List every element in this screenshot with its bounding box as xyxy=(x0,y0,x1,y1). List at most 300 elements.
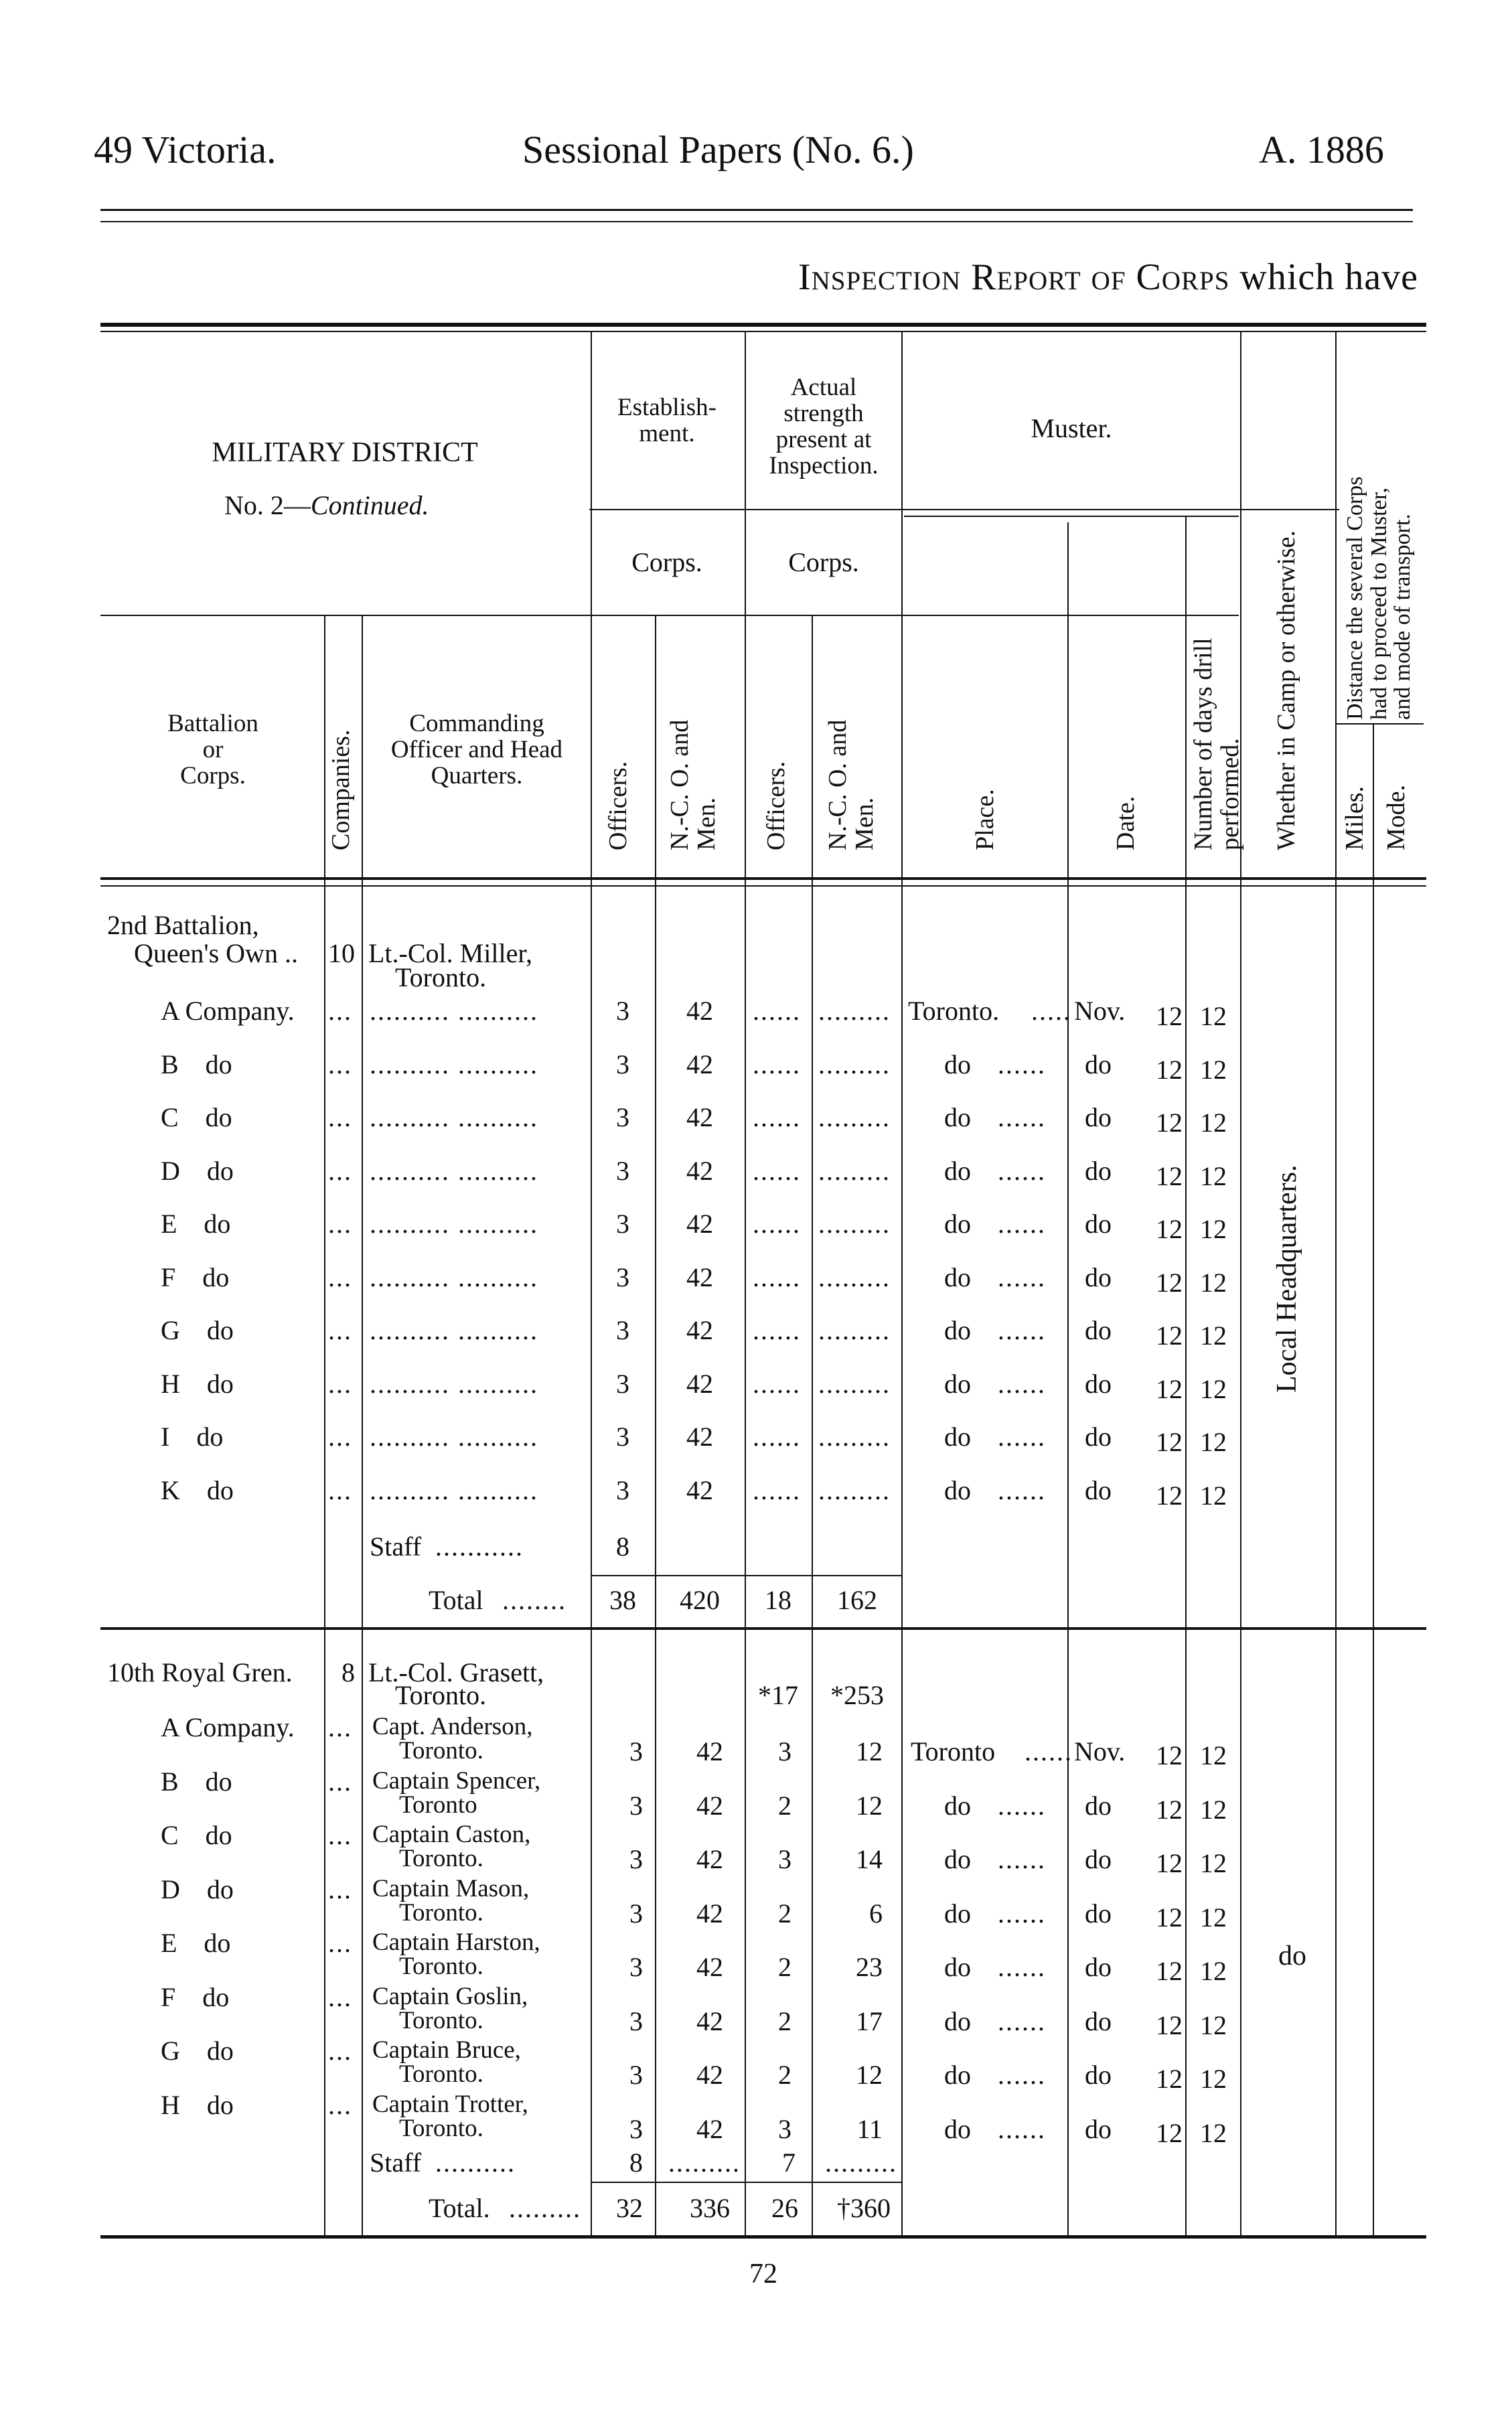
table-cell-officer-name: Captain Trotter, xyxy=(372,2091,528,2118)
col-line-date xyxy=(1067,522,1069,2235)
table-cell-men: 42 xyxy=(686,996,713,1026)
district-title: MILITARY DISTRICT xyxy=(212,437,478,468)
table-row-label: G do xyxy=(161,2036,234,2066)
row-dots: ......... xyxy=(818,1049,891,1079)
table-cell-officer-place: Toronto xyxy=(399,1791,477,1819)
corps-header-1: Corps. xyxy=(631,547,702,577)
header-sub-rule xyxy=(589,509,1339,510)
table-cell-place: do xyxy=(944,1791,971,1821)
table-cell-day: 12 xyxy=(1156,1427,1183,1457)
table-cell-officers: 3 xyxy=(616,1369,629,1399)
table-cell-day: 12 xyxy=(1156,1848,1183,1878)
table-cell-act-men: 14 xyxy=(856,1844,883,1874)
row-dots: .......... .......... xyxy=(370,996,538,1026)
s2-total-act-men: †360 xyxy=(837,2193,891,2223)
table-cell-month: do xyxy=(1085,1262,1112,1292)
table-cell-place: do xyxy=(944,1369,971,1399)
table-cell-act-men: 6 xyxy=(869,1898,883,1929)
s1-total-act-off: 18 xyxy=(765,1585,791,1615)
table-cell-men: 42 xyxy=(686,1422,713,1452)
s2-total-men: 336 xyxy=(690,2193,730,2223)
table-cell-day: 12 xyxy=(1156,2118,1183,2148)
district-no xyxy=(224,492,429,519)
table-cell-act-officers: 2 xyxy=(778,2006,791,2036)
s2-camp: do xyxy=(1278,1941,1306,1971)
camp-header: Whether in Camp or otherwise. xyxy=(1272,530,1300,850)
table-cell-officer-name: Captain Goslin, xyxy=(372,1983,528,2010)
col-line-nco2 xyxy=(812,615,813,2235)
s1-camp: Local Headquarters. xyxy=(1272,1164,1302,1393)
s2-officer-line1: Lt.-Col. Grasett, xyxy=(368,1657,544,1687)
row-dots: .......... .......... xyxy=(370,1049,538,1079)
row-dots: .......... .......... xyxy=(370,1156,538,1186)
table-cell-place: do xyxy=(944,1844,971,1874)
companies-header: Companies. xyxy=(327,729,355,850)
s2-act-men: *253 xyxy=(830,1680,884,1710)
officers1-header: Officers. xyxy=(604,761,632,850)
table-cell-month: do xyxy=(1085,2114,1112,2144)
row-dots: ...... xyxy=(998,2114,1046,2144)
table-cell-place: do xyxy=(944,1422,971,1452)
table-cell-month: do xyxy=(1085,1844,1112,1874)
table-cell-days: 12 xyxy=(1200,1268,1227,1298)
actual-header: Actual strength present at Inspection. xyxy=(769,374,879,479)
header-center: Sessional Papers (No. 6.) xyxy=(522,128,914,171)
table-cell-officer-name: Captain Bruce, xyxy=(372,2036,521,2064)
s2-total-rule xyxy=(591,2182,903,2183)
row-dots: ... xyxy=(328,996,352,1026)
row-dots: ... xyxy=(328,1156,352,1186)
table-cell-day: 12 xyxy=(1156,1481,1183,1511)
table-cell-act-officers: 2 xyxy=(778,1791,791,1821)
table-cell-men: 42 xyxy=(696,1952,723,1982)
row-dots: ... xyxy=(328,1820,352,1850)
table-cell-days: 12 xyxy=(1200,1055,1227,1085)
row-dots: .......... .......... xyxy=(370,1475,538,1505)
row-dots: ... xyxy=(328,1315,352,1345)
table-cell-days: 12 xyxy=(1200,1848,1227,1878)
table-cell-day: 12 xyxy=(1156,1108,1183,1138)
table-cell-men: 42 xyxy=(696,1898,723,1929)
table-cell-officer-name: Capt. Anderson, xyxy=(372,1713,533,1740)
table-cell-men: 42 xyxy=(686,1369,713,1399)
s1-staff-label: Staff xyxy=(370,1531,422,1562)
table-row-label: D do xyxy=(161,1156,234,1186)
table-cell-place: do xyxy=(944,1315,971,1345)
table-cell-officer-place: Toronto. xyxy=(399,1899,483,1927)
mode-header: Mode. xyxy=(1382,784,1410,850)
s2-companies: 8 xyxy=(342,1657,355,1687)
row-dots: .......... .......... xyxy=(370,1369,538,1399)
table-row-label: B do xyxy=(161,1049,232,1079)
date-header: Date. xyxy=(1112,796,1140,850)
table-cell-days: 12 xyxy=(1200,1902,1227,1933)
table-cell-day: 12 xyxy=(1156,1956,1183,1986)
table-cell-officer-place: Toronto. xyxy=(399,2007,483,2034)
table-cell-act-men: 12 xyxy=(856,2060,883,2090)
table-top-rule xyxy=(100,323,1426,327)
table-cell-days: 12 xyxy=(1200,1740,1227,1770)
row-dots: ...... xyxy=(998,2060,1046,2090)
table-cell-officers: 3 xyxy=(629,2114,643,2144)
table-cell-month: do xyxy=(1085,1952,1112,1982)
table-cell-days: 12 xyxy=(1200,1481,1227,1511)
table-cell-place: do xyxy=(944,2006,971,2036)
s2-total-label: Total. xyxy=(429,2193,490,2223)
table-cell-days: 12 xyxy=(1200,1795,1227,1825)
row-dots: ......... xyxy=(818,1369,891,1399)
table-cell-men: 42 xyxy=(686,1475,713,1505)
table-cell-officers: 3 xyxy=(629,1952,643,1982)
table-cell-day: 12 xyxy=(1156,1161,1183,1191)
table-cell-days: 12 xyxy=(1200,2118,1227,2148)
page-number: 72 xyxy=(749,2259,777,2289)
row-dots: ... xyxy=(328,2036,352,2066)
s2-staff-aoff: 7 xyxy=(782,2147,796,2178)
table-cell-days: 12 xyxy=(1200,1427,1227,1457)
table-row-label: C do xyxy=(161,1102,232,1132)
table-cell-day: 12 xyxy=(1156,2064,1183,2094)
table-cell-act-men: 17 xyxy=(856,2006,883,2036)
table-row-label: F do xyxy=(161,1982,230,2012)
table-cell-days: 12 xyxy=(1200,1108,1227,1138)
row-dots: ...... xyxy=(998,1102,1046,1132)
table-cell-men: 42 xyxy=(686,1262,713,1292)
s1-staff-off: 8 xyxy=(616,1531,629,1562)
table-cell-officers: 3 xyxy=(629,1844,643,1874)
table-cell-month: do xyxy=(1085,1209,1112,1239)
table-cell-officer-name: Captain Mason, xyxy=(372,1875,530,1902)
table-row-label: B do xyxy=(161,1766,232,1797)
table-cell-month: do xyxy=(1085,1102,1112,1132)
row-dots: ... xyxy=(328,1209,352,1239)
row-dots: ... xyxy=(328,1874,352,1904)
table-cell-officer-name: Captain Harston, xyxy=(372,1929,540,1956)
row-dots: ...... xyxy=(998,1209,1046,1239)
report-title xyxy=(798,256,1418,299)
table-cell-days: 12 xyxy=(1200,1956,1227,1986)
s1-name-line1: 2nd Battalion, xyxy=(107,910,259,940)
table-top-rule-thin xyxy=(100,331,1426,332)
row-dots: ......... xyxy=(818,996,891,1026)
table-cell-day: 12 xyxy=(1156,1374,1183,1404)
table-cell-day: 12 xyxy=(1156,1740,1183,1770)
row-dots: ...... xyxy=(998,1475,1046,1505)
s2-total-act-off: 26 xyxy=(771,2193,798,2223)
row-dots: ...... xyxy=(753,1156,801,1186)
s1-total-off: 38 xyxy=(609,1585,636,1615)
table-cell-officers: 3 xyxy=(616,996,629,1026)
table-cell-officers: 3 xyxy=(616,1262,629,1292)
s2-staff-off: 8 xyxy=(629,2147,643,2178)
table-cell-place: Toronto. xyxy=(908,996,1000,1026)
district-no-text: No. 2— xyxy=(224,490,311,520)
table-cell-men: 42 xyxy=(696,1736,723,1766)
row-dots: ...... xyxy=(998,1898,1046,1929)
table-cell-act-officers: 2 xyxy=(778,2060,791,2090)
table-cell-officers: 3 xyxy=(616,1049,629,1079)
s2-staff-amen-dots: ......... xyxy=(825,2147,897,2178)
row-dots: ......... xyxy=(818,1209,891,1239)
table-cell-place: do xyxy=(944,1952,971,1982)
table-cell-place: Toronto xyxy=(911,1736,996,1766)
table-cell-officer-place: Toronto. xyxy=(399,2060,483,2088)
s1-companies: 10 xyxy=(328,938,355,968)
table-row-label: H do xyxy=(161,2090,234,2120)
table-cell-act-men: 12 xyxy=(856,1791,883,1821)
row-dots: ...... xyxy=(753,996,801,1026)
row-dots: ......... xyxy=(818,1422,891,1452)
col-line-nco1 xyxy=(655,615,656,2235)
s2-staff-men-dots: ......... xyxy=(668,2147,741,2178)
row-dots: ... xyxy=(328,1422,352,1452)
row-dots: ... xyxy=(328,1982,352,2012)
table-cell-men: 42 xyxy=(686,1102,713,1132)
table-row-label: A Company. xyxy=(161,1712,295,1742)
row-dots: .......... .......... xyxy=(370,1209,538,1239)
table-cell-officer-name: Captain Caston, xyxy=(372,1821,531,1848)
s2-officer-line2: Toronto. xyxy=(395,1680,487,1710)
table-cell-officers: 3 xyxy=(616,1475,629,1505)
table-cell-month: do xyxy=(1085,1475,1112,1505)
col-line-mode xyxy=(1373,723,1374,2235)
row-dots: ... xyxy=(328,1262,352,1292)
officers2-header: Officers. xyxy=(762,761,790,850)
table-cell-act-men: 23 xyxy=(856,1952,883,1982)
table-cell-officers: 3 xyxy=(616,1102,629,1132)
row-dots: ... xyxy=(328,1475,352,1505)
col-line-days xyxy=(1185,516,1187,2235)
s2-staff-label: Staff xyxy=(370,2147,422,2178)
table-cell-month: do xyxy=(1085,1049,1112,1079)
s1-total-act-men: 162 xyxy=(837,1585,877,1615)
table-cell-day: 12 xyxy=(1156,1795,1183,1825)
table-cell-place: do xyxy=(944,1049,971,1079)
s1-total-rule xyxy=(591,1575,903,1576)
row-dots: ... xyxy=(328,1928,352,1958)
header-bottom-rule-thin xyxy=(100,885,1426,887)
table-row-label: H do xyxy=(161,1369,234,1399)
table-cell-officer-place: Toronto. xyxy=(399,2115,483,2142)
table-cell-place: do xyxy=(944,1156,971,1186)
row-dots: ...... xyxy=(1025,1736,1073,1766)
table-cell-days: 12 xyxy=(1200,2010,1227,2040)
distance-sub-rule xyxy=(1337,723,1424,725)
table-row-label: F do xyxy=(161,1262,230,1292)
table-cell-place: do xyxy=(944,1262,971,1292)
col-line-officers1 xyxy=(591,332,592,2235)
table-cell-month: do xyxy=(1085,2060,1112,2090)
row-dots: ...... xyxy=(998,1791,1046,1821)
table-cell-officers: 3 xyxy=(629,1898,643,1929)
row-dots: .......... .......... xyxy=(370,1422,538,1452)
table-cell-month: do xyxy=(1085,1791,1112,1821)
table-cell-men: 42 xyxy=(696,2006,723,2036)
table-cell-men: 42 xyxy=(686,1156,713,1186)
table-cell-place: do xyxy=(944,2060,971,2090)
table-cell-officer-name: Captain Spencer, xyxy=(372,1767,541,1795)
nco2-header: N.-C. O. and Men. xyxy=(824,719,879,850)
table-cell-days: 12 xyxy=(1200,1320,1227,1351)
report-title-sc: Inspection Report of Corps xyxy=(798,256,1230,298)
row-dots: ...... xyxy=(998,1262,1046,1292)
table-cell-month: do xyxy=(1085,2006,1112,2036)
table-cell-month: Nov. xyxy=(1074,996,1126,1026)
table-row-label: I do xyxy=(161,1422,224,1452)
table-row-label: K do xyxy=(161,1475,234,1505)
s2-name: 10th Royal Gren. xyxy=(107,1657,293,1687)
row-dots: ......... xyxy=(818,1102,891,1132)
row-dots: ... xyxy=(328,2090,352,2120)
row-dots: ......... xyxy=(818,1315,891,1345)
table-cell-officers: 3 xyxy=(616,1422,629,1452)
table-cell-day: 12 xyxy=(1156,1320,1183,1351)
table-cell-men: 42 xyxy=(696,2114,723,2144)
table-cell-month: do xyxy=(1085,1315,1112,1345)
header-right: A. 1886 xyxy=(1259,128,1384,171)
col-line-camp xyxy=(1240,332,1241,2235)
row-dots: .......... .......... xyxy=(370,1315,538,1345)
row-dots: ...... xyxy=(753,1475,801,1505)
table-cell-place: do xyxy=(944,2114,971,2144)
s1-total-label: Total xyxy=(429,1585,483,1615)
battalion-header: Battalion or Corps. xyxy=(167,710,258,789)
row-dots: ...... xyxy=(998,1369,1046,1399)
row-dots: ...... xyxy=(753,1102,801,1132)
row-dots: ......... xyxy=(818,1475,891,1505)
s1-name-line2: Queen's Own .. xyxy=(134,938,298,968)
table-cell-officer-place: Toronto. xyxy=(399,1953,483,1980)
table-cell-act-officers: 3 xyxy=(778,1736,791,1766)
table-cell-act-officers: 3 xyxy=(778,1844,791,1874)
table-cell-men: 42 xyxy=(696,2060,723,2090)
row-dots: ......... xyxy=(818,1156,891,1186)
district-continued: Continued. xyxy=(310,490,429,520)
row-dots: ...... xyxy=(753,1209,801,1239)
header-rule-2 xyxy=(100,221,1413,222)
row-dots: ... xyxy=(328,1766,352,1797)
table-cell-act-officers: 2 xyxy=(778,1898,791,1929)
s1-staff-dots: ........... xyxy=(435,1531,524,1562)
row-dots: ... xyxy=(328,1049,352,1079)
table-cell-act-men: 12 xyxy=(856,1736,883,1766)
row-dots: ... xyxy=(328,1712,352,1742)
col-line-commanding xyxy=(362,615,363,2235)
row-dots: .......... .......... xyxy=(370,1102,538,1132)
table-cell-officers: 3 xyxy=(629,1791,643,1821)
row-dots: ...... xyxy=(998,1315,1046,1345)
table-cell-place: do xyxy=(944,1475,971,1505)
establishment-header: Establish- ment. xyxy=(617,394,716,447)
table-cell-month: Nov. xyxy=(1074,1736,1126,1766)
table-cell-days: 12 xyxy=(1200,1161,1227,1191)
table-cell-place: do xyxy=(944,1898,971,1929)
table-cell-officers: 3 xyxy=(616,1315,629,1345)
table-cell-act-officers: 2 xyxy=(778,1952,791,1982)
col-line-companies xyxy=(324,615,325,2235)
table-cell-month: do xyxy=(1085,1422,1112,1452)
miles-header: Miles. xyxy=(1341,785,1369,850)
table-cell-men: 42 xyxy=(686,1049,713,1079)
table-cell-act-men: 11 xyxy=(856,2114,883,2144)
row-dots: ...... xyxy=(998,1156,1046,1186)
table-cell-day: 12 xyxy=(1156,1268,1183,1298)
row-dots: ..... xyxy=(1031,996,1071,1026)
table-row-label: C do xyxy=(161,1820,232,1850)
table-cell-place: do xyxy=(944,1209,971,1239)
row-dots: ... xyxy=(328,1102,352,1132)
table-cell-month: do xyxy=(1085,1369,1112,1399)
row-dots: ...... xyxy=(998,1422,1046,1452)
table-cell-men: 42 xyxy=(696,1791,723,1821)
table-row-label: A Company. xyxy=(161,996,295,1026)
header-left: 49 Victoria. xyxy=(94,128,277,171)
table-cell-days: 12 xyxy=(1200,1214,1227,1244)
table-cell-officers: 3 xyxy=(629,2006,643,2036)
table-cell-day: 12 xyxy=(1156,1055,1183,1085)
table-cell-days: 12 xyxy=(1200,1001,1227,1031)
report-title-rest: which have xyxy=(1239,256,1418,298)
row-dots: ...... xyxy=(753,1262,801,1292)
table-cell-officers: 3 xyxy=(629,2060,643,2090)
commanding-header: Commanding Officer and Head Quarters. xyxy=(390,710,563,789)
table-row-label: G do xyxy=(161,1315,234,1345)
table-cell-day: 12 xyxy=(1156,1902,1183,1933)
table-cell-officers: 3 xyxy=(616,1209,629,1239)
row-dots: ......... xyxy=(818,1262,891,1292)
s2-total-off: 32 xyxy=(616,2193,643,2223)
col-line-place xyxy=(901,332,903,2235)
row-dots: .......... .......... xyxy=(370,1262,538,1292)
table-cell-month: do xyxy=(1085,1898,1112,1929)
table-cell-officer-place: Toronto. xyxy=(399,1845,483,1872)
s1-total-men: 420 xyxy=(680,1585,720,1615)
table-cell-month: do xyxy=(1085,1156,1112,1186)
s2-staff-dots: .......... xyxy=(435,2147,516,2178)
row-dots: ...... xyxy=(998,1952,1046,1982)
table-row-label: D do xyxy=(161,1874,234,1904)
table-cell-men: 42 xyxy=(686,1315,713,1345)
table-cell-day: 12 xyxy=(1156,2010,1183,2040)
s2-act-off: *17 xyxy=(758,1680,798,1710)
section-divider xyxy=(100,1627,1426,1630)
header-rule-1 xyxy=(100,209,1413,211)
col-line-miles xyxy=(1335,332,1337,2235)
s1-total-dots: ........ xyxy=(502,1585,566,1615)
nco1-header: N.-C. O. and Men. xyxy=(666,719,721,850)
header-bottom-rule xyxy=(100,877,1426,880)
distance-header: Distance the several Corps had to proceed to Muster, and mode of transport. xyxy=(1343,476,1416,720)
place-header: Place. xyxy=(971,789,999,850)
row-dots: ...... xyxy=(998,2006,1046,2036)
row-dots: ...... xyxy=(753,1422,801,1452)
col-line-officers2 xyxy=(745,332,746,2235)
table-row-label: E do xyxy=(161,1928,231,1958)
table-cell-days: 12 xyxy=(1200,2064,1227,2094)
table-cell-men: 42 xyxy=(686,1209,713,1239)
table-cell-officers: 3 xyxy=(616,1156,629,1186)
s2-total-dots: ......... xyxy=(509,2193,581,2223)
table-cell-officer-place: Toronto. xyxy=(399,1737,483,1764)
days-header: Number of days drill performed. xyxy=(1189,637,1244,850)
corps-header-2: Corps. xyxy=(788,547,859,577)
row-dots: ... xyxy=(328,1369,352,1399)
table-cell-act-officers: 3 xyxy=(778,2114,791,2144)
table-cell-day: 12 xyxy=(1156,1001,1183,1031)
table-cell-place: do xyxy=(944,1102,971,1132)
row-dots: ...... xyxy=(753,1049,801,1079)
table-cell-officers: 3 xyxy=(629,1736,643,1766)
